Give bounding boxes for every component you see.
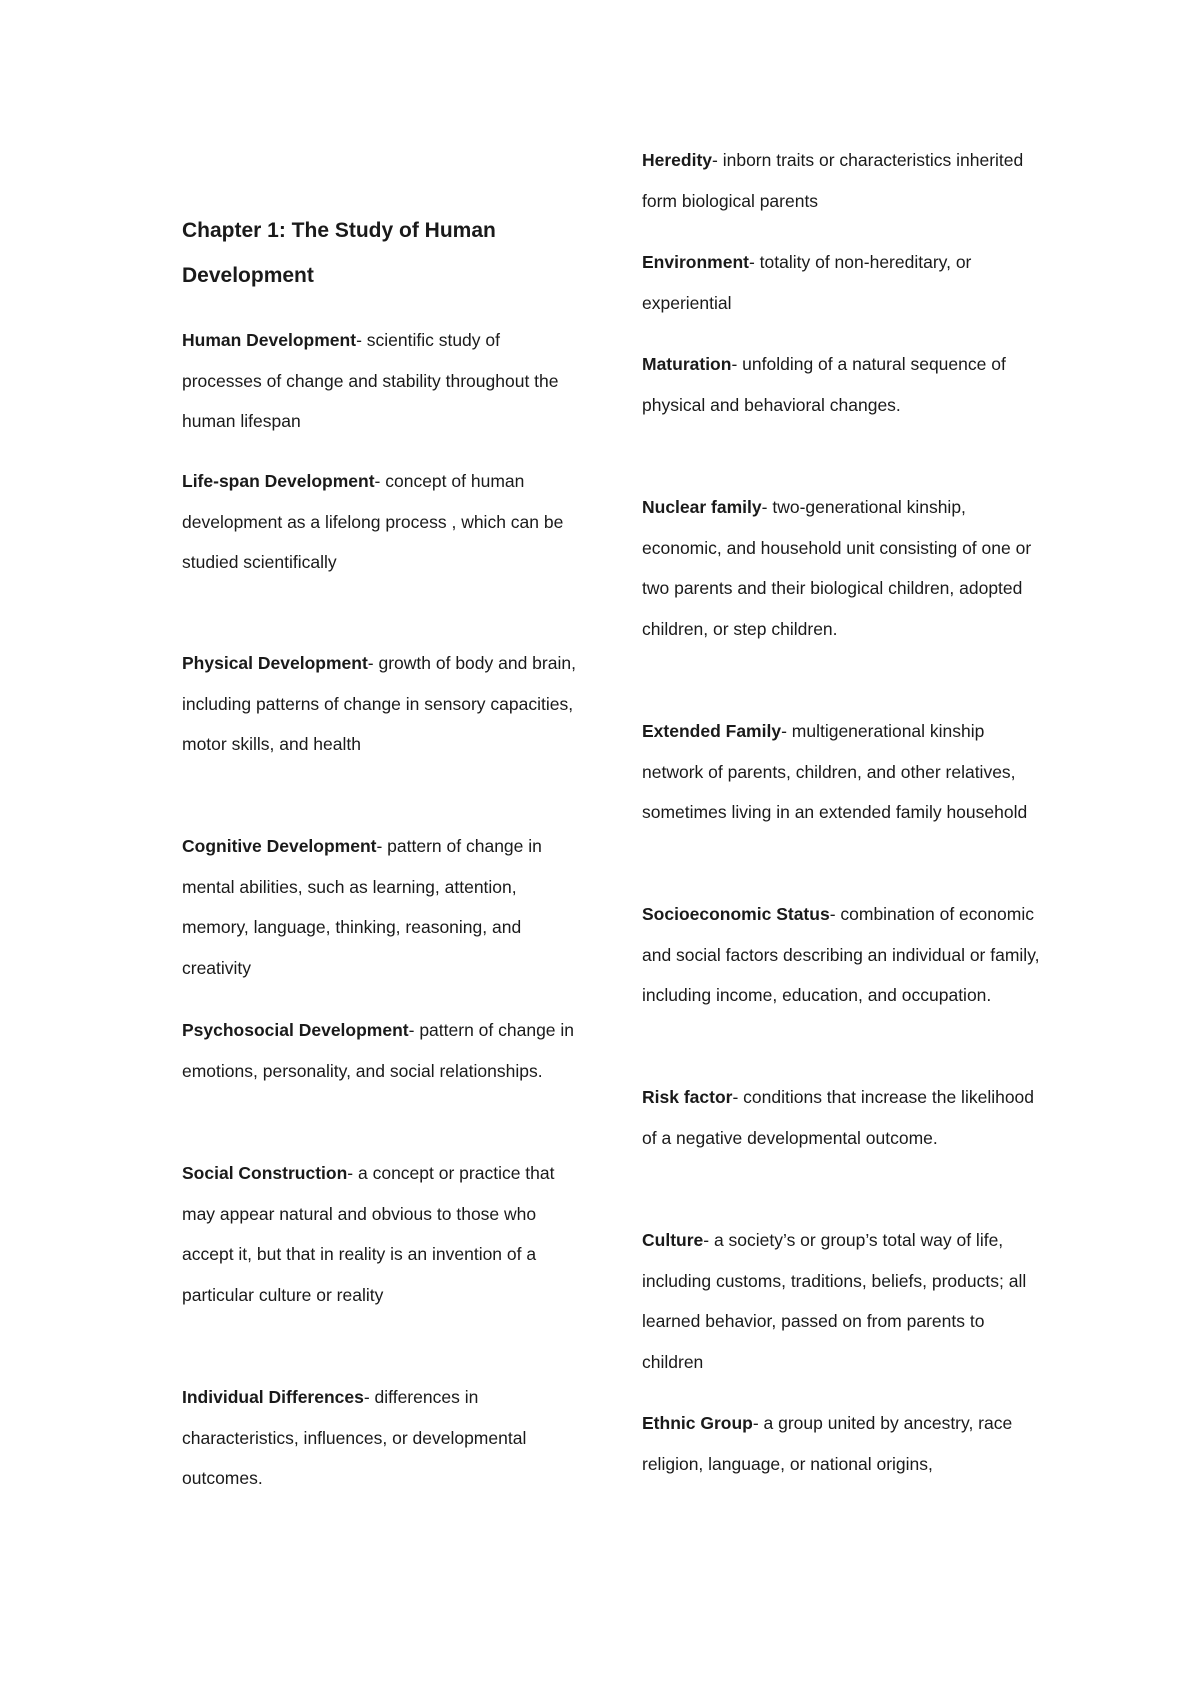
definition-text: - conditions that increase the likelihood of a negative developmental outcome. bbox=[642, 1087, 1035, 1148]
definition-text: - scientific study of processes of change and stability throughout the human lifespan bbox=[182, 330, 559, 432]
definition-text: - a concept or practice that may appear natural and obvious to those who accept it, but that in reality is an invention of a particular culture or reality bbox=[182, 1163, 555, 1306]
definition-term: Heredity bbox=[642, 150, 713, 170]
definition-text: - unfolding of a natural sequence of physical and behavioral changes. bbox=[642, 354, 1006, 415]
definition-text: - combination of economic and social factors describing an individual or family, including income, education, and occupation. bbox=[642, 904, 1040, 1006]
definition-text: - multigenerational kinship network of parents, children, and other relatives, sometimes living in an extended family household bbox=[642, 721, 1028, 823]
definition-term: Ethnic Group bbox=[642, 1413, 753, 1433]
definition-text: - inborn traits or characteristics inherited form biological parents bbox=[642, 150, 1024, 211]
definition-entry bbox=[182, 1377, 582, 1499]
definition-term: Risk factor bbox=[642, 1087, 733, 1107]
definition-entry bbox=[642, 894, 1042, 1016]
definition-text: - concept of human development as a lifelong process , which can be studied scientifically bbox=[182, 471, 564, 573]
definition-entry bbox=[182, 643, 582, 765]
definition-term: Extended Family bbox=[642, 721, 782, 741]
definition-entry bbox=[182, 826, 582, 989]
definition-entry bbox=[182, 461, 582, 583]
definition-text: - totality of non-hereditary, or experiential bbox=[642, 252, 972, 313]
definition-entry bbox=[642, 242, 1042, 323]
definition-entry bbox=[182, 1010, 582, 1091]
definition-term: Human Development bbox=[182, 330, 357, 350]
definition-entry bbox=[642, 1077, 1042, 1158]
chapter-title: Chapter 1: The Study of Human Development bbox=[182, 219, 496, 287]
definition-text: - a group united by ancestry, race religion, language, or national origins, bbox=[642, 1413, 1013, 1474]
definition-term: Nuclear family bbox=[642, 497, 762, 517]
definition-entry bbox=[182, 320, 582, 442]
definition-text: - pattern of change in emotions, personality, and social relationships. bbox=[182, 1020, 575, 1081]
definition-text: - differences in characteristics, influences, or developmental outcomes. bbox=[182, 1387, 527, 1489]
definition-term: Socioeconomic Status bbox=[642, 904, 830, 924]
definition-term: Physical Development bbox=[182, 653, 368, 673]
definition-entry bbox=[642, 1220, 1042, 1383]
definition-entry bbox=[642, 1403, 1042, 1484]
definition-term: Maturation bbox=[642, 354, 732, 374]
definition-term: Environment bbox=[642, 252, 749, 272]
definition-term: Culture bbox=[642, 1230, 704, 1250]
definition-text: - pattern of change in mental abilities, such as learning, attention, memory, language, thinking, reasoning, and creativity bbox=[182, 836, 542, 979]
definition-entry bbox=[642, 487, 1042, 650]
definition-text: - two-generational kinship, economic, and household unit consisting of one or two parents and their biological children, adopted children, or step children. bbox=[642, 497, 1032, 640]
definition-term: Life-span Development bbox=[182, 471, 375, 491]
definition-term: Individual Differences bbox=[182, 1387, 364, 1407]
definition-text: - a society’s or group’s total way of life, including customs, traditions, beliefs, products; all learned behavior, passed on from parents to children bbox=[642, 1230, 1027, 1373]
definition-entry bbox=[642, 711, 1042, 833]
definition-text: - growth of body and brain, including patterns of change in sensory capacities, motor skills, and health bbox=[182, 653, 576, 755]
definition-term: Social Construction bbox=[182, 1163, 348, 1183]
definition-entry bbox=[642, 344, 1042, 425]
definition-entry bbox=[182, 1153, 582, 1316]
definition-entry bbox=[642, 140, 1042, 221]
definition-term: Cognitive Development bbox=[182, 836, 377, 856]
definition-term: Psychosocial Development bbox=[182, 1020, 409, 1040]
